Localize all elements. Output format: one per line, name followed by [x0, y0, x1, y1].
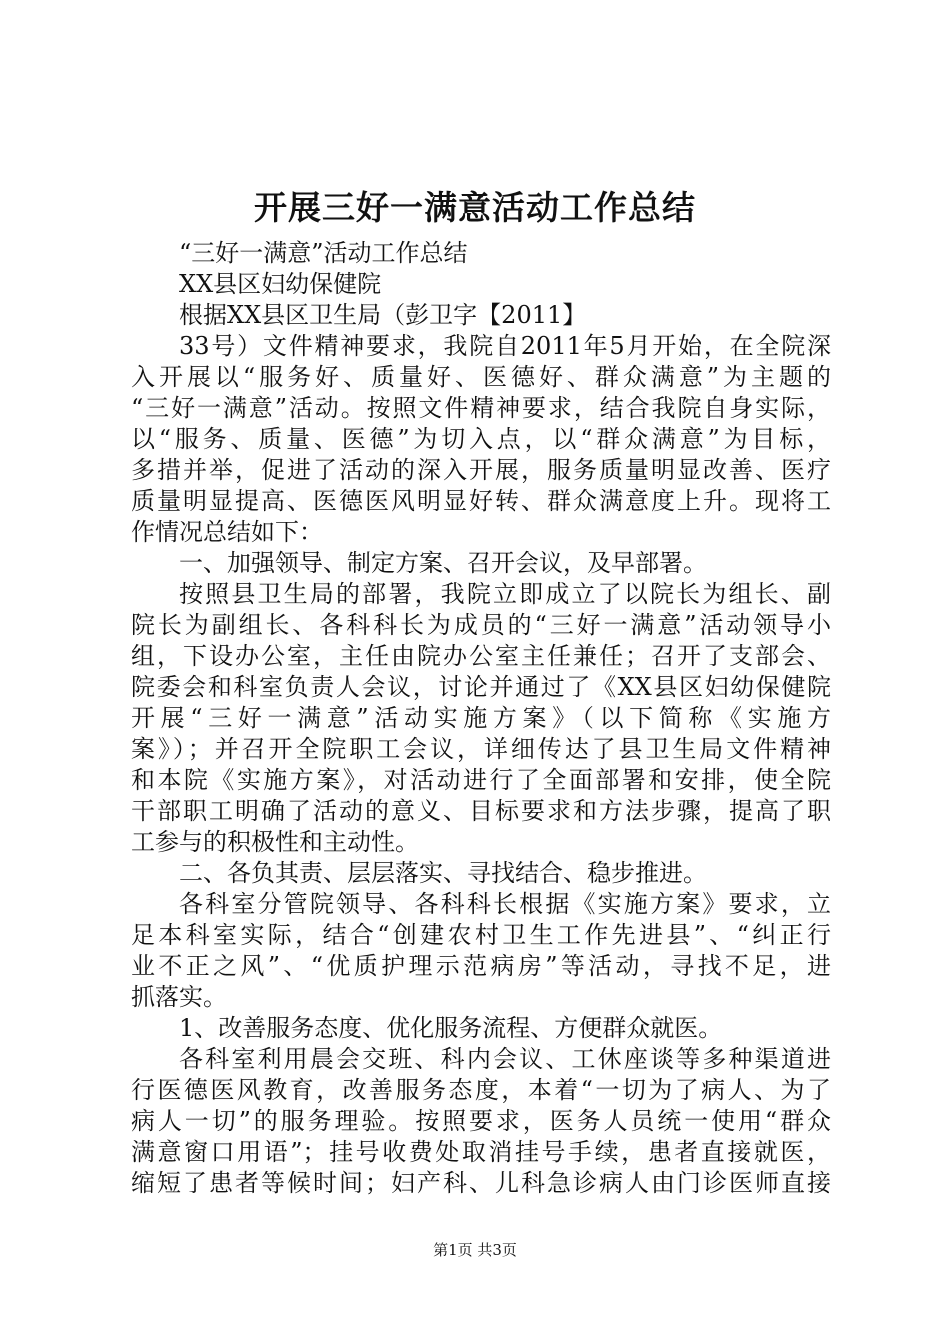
body-line: 院长为副组长、各科科长为成员的“三好一满意”活动领导小: [131, 611, 831, 639]
body-line: 满意窗口用语”；挂号收费处取消挂号手续，患者直接就医，: [131, 1138, 831, 1166]
organization-line: XX县区妇幼保健院: [179, 270, 382, 298]
document-title: 开展三好一满意活动工作总结: [254, 188, 696, 227]
body-line: 工参与的积极性和主动性。: [131, 828, 419, 856]
body-line: 组，下设办公室，主任由院办公室主任兼任；召开了支部会、: [131, 642, 831, 670]
body-line: 缩短了患者等候时间；妇产科、儿科急诊病人由门诊医师直接: [131, 1169, 831, 1197]
page-number-footer: 第1页 共3页: [433, 1241, 517, 1259]
body-line: 抓落实。: [131, 983, 227, 1011]
body-line: 业不正之风”、“优质护理示范病房”等活动，寻找不足，进: [131, 952, 831, 980]
body-line: 质量明显提高、医德医风明显好转、群众满意度上升。现将工: [131, 487, 831, 515]
body-line: 行医德医风教育，改善服务态度，本着“一切为了病人、为了: [131, 1076, 831, 1104]
body-line: 开展“三好一满意”活动实施方案》（以下简称《实施方: [131, 704, 831, 732]
body-line: 33号）文件精神要求，我院自2011年5月开始，在全院深: [179, 332, 831, 360]
body-line: 院委会和科室负责人会议，讨论并通过了《XX县区妇幼保健院: [131, 673, 831, 701]
body-line: “三好一满意”活动。按照文件精神要求，结合我院自身实际，: [131, 394, 831, 422]
body-line: 按照县卫生局的部署，我院立即成立了以院长为组长、副: [179, 580, 831, 608]
section-heading: 二、各负其责、层层落实、寻找结合、稳步推进。: [179, 859, 707, 887]
body-line: 作情况总结如下：: [131, 518, 323, 546]
body-line: 病人一切”的服务理验。按照要求，医务人员统一使用“群众: [131, 1107, 831, 1135]
body-line: 各科室利用晨会交班、科内会议、工休座谈等多种渠道进: [179, 1045, 831, 1073]
body-line: 各科室分管院领导、各科科长根据《实施方案》要求，立: [179, 890, 831, 918]
body-line: 足本科室实际，结合“创建农村卫生工作先进县”、“纠正行: [131, 921, 831, 949]
section-heading: 一、加强领导、制定方案、召开会议，及早部署。: [179, 549, 707, 577]
body-line: 和本院《实施方案》，对活动进行了全面部署和安排，使全院: [131, 766, 831, 794]
body-line: 入开展以“服务好、质量好、医德好、群众满意”为主题的: [131, 363, 831, 391]
body-line: 以“服务、质量、医德”为切入点，以“群众满意”为目标，: [131, 425, 831, 453]
body-line: 案》）；并召开全院职工会议，详细传达了县卫生局文件精神: [131, 735, 831, 763]
body-line: 根据XX县区卫生局（彭卫字【2011】: [179, 301, 587, 329]
subtitle-line: “三好一满意”活动工作总结: [179, 239, 468, 267]
subsection-heading: 1、改善服务态度、优化服务流程、方便群众就医。: [179, 1014, 723, 1042]
body-line: 多措并举，促进了活动的深入开展，服务质量明显改善、医疗: [131, 456, 831, 484]
body-line: 干部职工明确了活动的意义、目标要求和方法步骤，提高了职: [131, 797, 831, 825]
